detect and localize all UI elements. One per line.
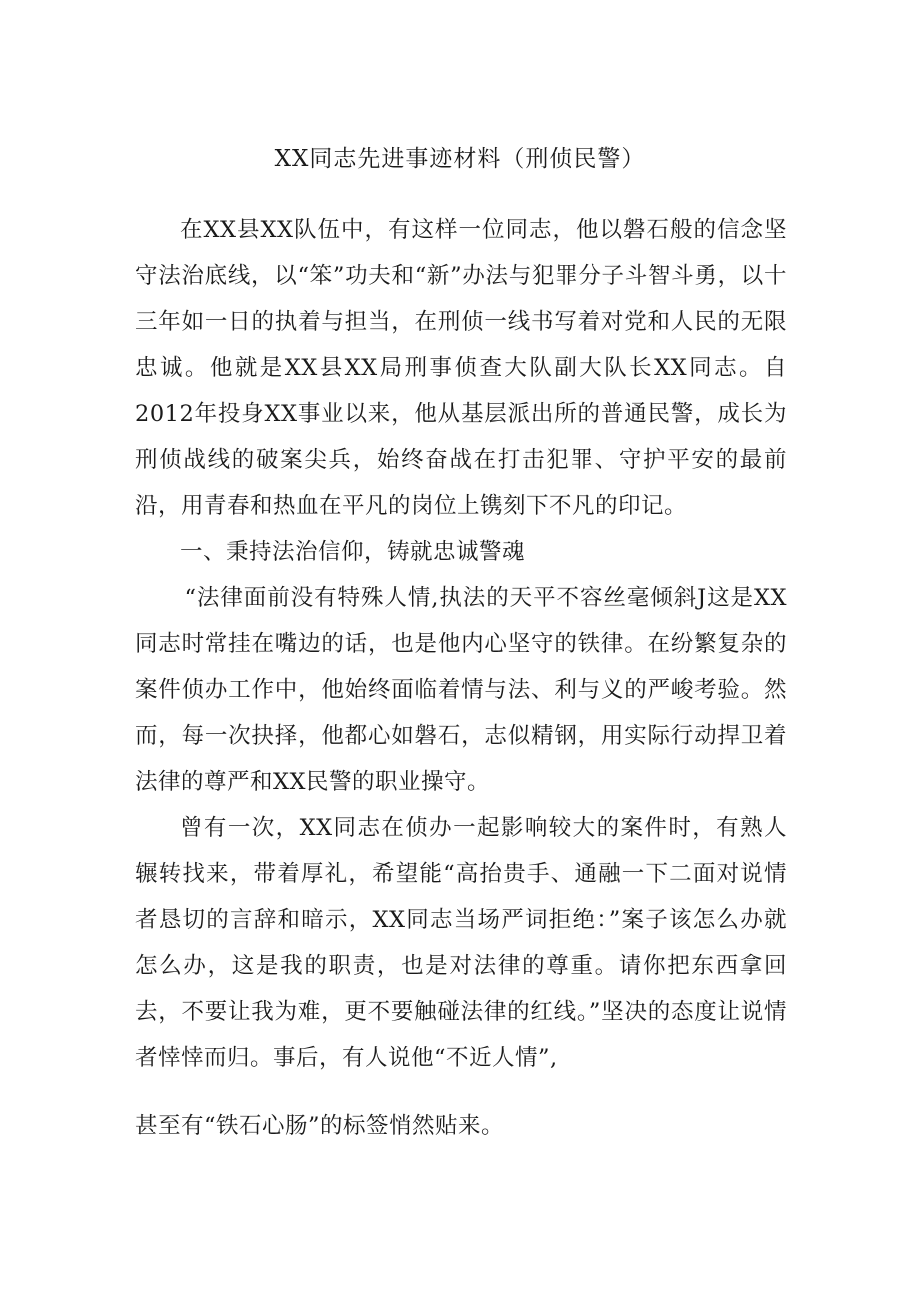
section-heading-1: 一、秉持法治信仰，铸就忠诚警魂	[180, 539, 526, 565]
document-title: XX同志先进事迹材料（刑侦民警）	[274, 146, 646, 172]
paragraph-quote: “法律面前没有特殊人情,执法的天平不容丝毫倾斜J这是XX同志时常挂在嘴边的话，也是他内心坚守的铁律。在纷繁复杂的案件侦办工作中，他始终面临着情与法、利与义的严峻考验。然而，每一次抉择，他都心如磐石，志似精钢，用实际行动捍卫着法律的尊严和XX民警的职业操守。	[135, 585, 787, 795]
paragraph-story: 曾有一次，XX同志在侦办一起影响较大的案件时，有熟人辗转找来，带着厚礼，希望能“高抬贵手、通融一下二面对说情者恳切的言辞和暗示，XX同志当场严词拒绝：”案子该怎么办就怎么办，这是我的职责，也是对法律的尊重。请你把东西拿回去，不要让我为难，更不要触碰法律的红线。”坚决的态度让说情者悻悻而归。事后，有人说他“不近人情”,	[135, 815, 787, 1071]
document-body	[135, 207, 787, 1149]
paragraph-tail: 甚至有“铁石心肠”的标签悄然贴来。	[135, 1113, 505, 1139]
paragraph-intro: 在XX县XX队伍中，有这样一位同志，他以磐石般的信念坚守法治底线，以“笨”功夫和“新”办法与犯罪分子斗智斗勇，以十三年如一日的执着与担当，在刑侦一线书写着对党和人民的无限忠诚。他就是XX县XX局刑事侦查大队副大队长XX同志。自2012年投身XX事业以来，他从基层派出所的普通民警，成长为刑侦战线的破案尖兵，始终奋战在打击犯罪、守护平安的最前沿，用青春和热血在平凡的岗位上镌刻下不凡的印记。	[135, 217, 787, 519]
